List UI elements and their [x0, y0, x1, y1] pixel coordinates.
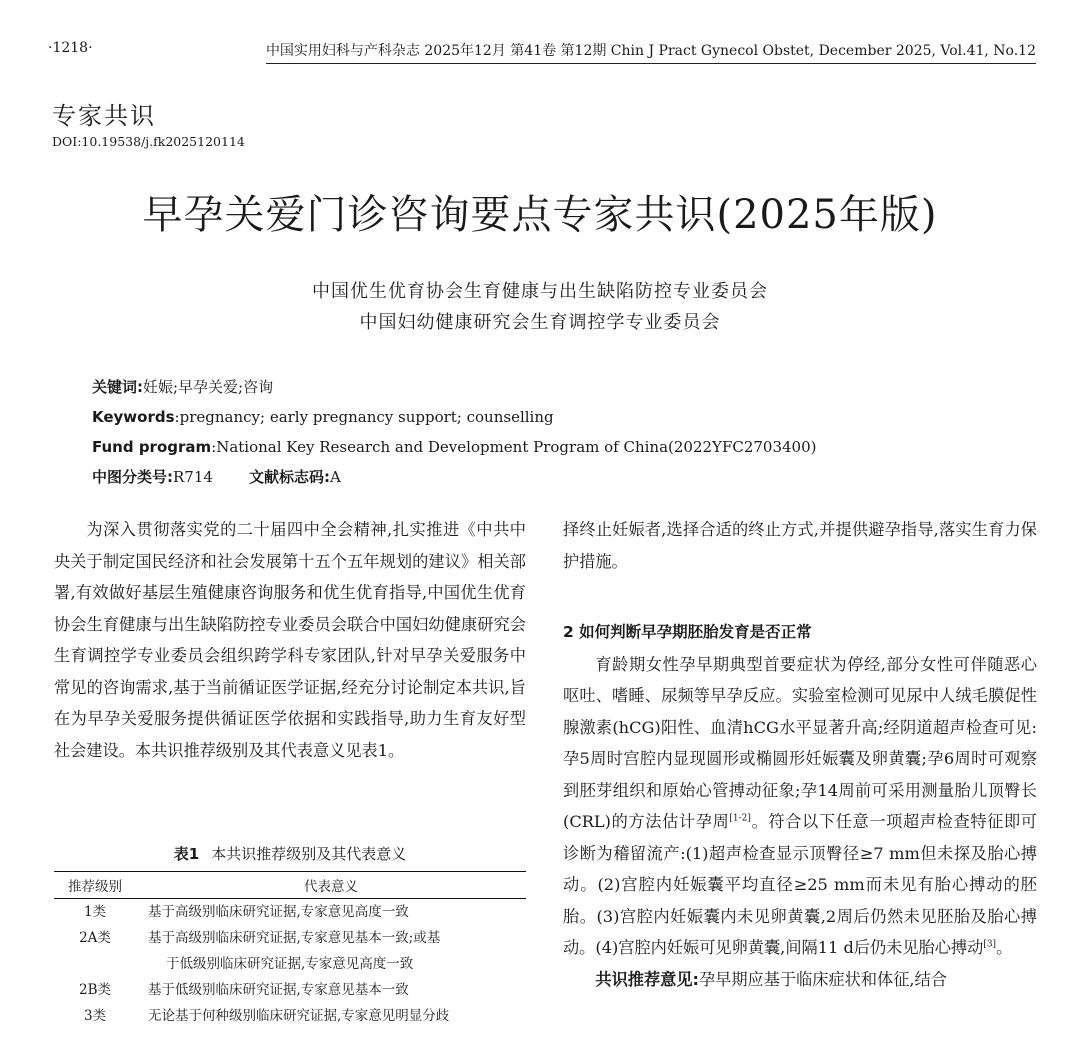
doi: DOI:10.19538/j.fk2025120114	[52, 134, 245, 149]
meaning-line: 基于高级别临床研究证据,专家意见高度一致	[148, 904, 409, 920]
recommendation-label: 共识推荐意见:	[595, 969, 699, 989]
table-header-cell: 推荐级别	[68, 879, 122, 895]
right-column	[563, 514, 1037, 995]
table	[54, 871, 526, 1029]
keywords-cn-value: 妊娠;早孕关爱;咨询	[143, 378, 274, 396]
keywords-en-label: Keywords	[92, 408, 175, 426]
left-column	[54, 514, 526, 766]
article-metadata	[92, 372, 817, 492]
clc-label: 中图分类号:	[92, 468, 173, 486]
keywords-cn	[92, 372, 817, 402]
article-title: 早孕关爱门诊咨询要点专家共识(2025年版)	[142, 192, 938, 238]
meaning-line: 基于低级别临床研究证据,专家意见基本一致	[148, 982, 409, 998]
paragraph-text: 。符合以下任意一项超声检查特征即可诊断为稽留流产:(1)超声检查显示顶臀径≥7 mm但未探及胎心搏动。(2)宫腔内妊娠囊平均直径≥25 mm而未见有胎心搏动的胚胎。(3)宫腔内妊娠囊内未见卵黄囊,2周后仍然未见胚胎及胎心搏动。(4)宫腔内妊娠可见卵黄囊,间隔11 d后仍未见胎心搏动	[563, 812, 1037, 957]
table-row	[54, 925, 526, 977]
author-line: 中国妇幼健康研究会生育调控学专业委员会	[359, 312, 721, 333]
table-caption-label: 表1	[173, 845, 200, 863]
doc-code-value: A	[329, 468, 341, 486]
author-line: 中国优生优育协会生育健康与出生缺陷防控专业委员会	[312, 281, 768, 302]
paragraph-text: 育龄期女性孕早期典型首要症状为停经,部分女性可伴随恶心呕吐、嗜睡、尿频等早孕反应。实验室检测可见尿中人绒毛膜促性腺激素(hCG)阳性、血清hCG水平显著升高;经阴道超声检查可见:孕5周时宫腔内显现圆形或椭圆形妊娠囊及卵黄囊;孕6周时可观察到胚芽组织和原始心管搏动征象;孕14周前可采用测量胎儿顶臀长(CRL)的方法估计孕周	[563, 654, 1037, 831]
fund-program-value: :National Key Research and Development Program of China(2022YFC2703400)	[211, 438, 817, 456]
fund-program	[92, 432, 817, 462]
table-cell-level: 2A类	[79, 930, 111, 946]
fund-program-label: Fund program	[92, 438, 212, 456]
table-cell-meaning	[136, 977, 526, 1003]
table-caption-text: 本共识推荐级别及其代表意义	[211, 845, 407, 863]
table-cell-level: 2B类	[78, 982, 111, 998]
table-cell-meaning	[136, 1003, 526, 1029]
table-cell-level: 1类	[83, 904, 107, 920]
doc-code-label: 文献标志码:	[248, 468, 330, 486]
meaning-line: 无论基于何种级别临床研究证据,专家意见明显分歧	[148, 1008, 450, 1024]
table-header-cell: 代表意义	[304, 879, 358, 895]
recommendation-paragraph	[563, 964, 1037, 996]
table-header-row	[54, 872, 526, 899]
classification	[92, 462, 817, 492]
section-label: 专家共识	[52, 102, 156, 130]
keywords-en-value: :pregnancy; early pregnancy support; counselling	[174, 408, 554, 426]
body-paragraph	[563, 649, 1037, 964]
table-caption	[54, 843, 526, 864]
keywords-en	[92, 402, 817, 432]
meaning-line-cont: 于低级别临床研究证据,专家意见高度一致	[166, 956, 414, 972]
table-cell-meaning	[136, 925, 526, 977]
meaning-line: 基于高级别临床研究证据,专家意见基本一致;或基	[148, 930, 441, 946]
table-row	[54, 1003, 526, 1029]
paragraph-text: 。	[996, 938, 1013, 957]
table-cell-level: 3类	[83, 1008, 107, 1024]
recommendation-text: 孕早期应基于临床症状和体征,结合	[699, 969, 947, 989]
table-cell-meaning	[136, 899, 526, 926]
continuation-paragraph: 择终止妊娠者,选择合适的终止方式,并提供避孕指导,落实生育力保护措施。	[563, 520, 1037, 571]
page-number: ·1218·	[48, 40, 93, 56]
section-heading: 2 如何判断早孕期胚胎发育是否正常	[563, 623, 812, 641]
keywords-cn-label: 关键词:	[92, 378, 143, 396]
table-row	[54, 899, 526, 926]
citation-ref: [1-2]	[729, 813, 751, 824]
recommendation-table	[54, 843, 526, 1029]
clc-value: R714	[173, 468, 213, 486]
table-row	[54, 977, 526, 1003]
citation-ref: [3]	[983, 939, 997, 950]
journal-citation: 中国实用妇科与产科杂志 2025年12月 第41卷 第12期 Chin J Pract Gynecol Obstet, December 2025, Vol.41, No.12	[266, 40, 1036, 64]
author-block	[0, 276, 1080, 338]
intro-paragraph: 为深入贯彻落实党的二十届四中全会精神,扎实推进《中共中央关于制定国民经济和社会发展第十五个五年规划的建议》相关部署,有效做好基层生殖健康咨询服务和优生优育指导,中国优生优育协会生育健康与出生缺陷防控专业委员会联合中国妇幼健康研究会生育调控学专业委员会组织跨学科专家团队,针对早孕关爱服务中常见的咨询需求,基于当前循证医学证据,经充分讨论制定本共识,旨在为早孕关爱服务提供循证医学依据和实践指导,助力生育友好型社会建设。本共识推荐级别及其代表意义见表1。	[54, 520, 526, 760]
